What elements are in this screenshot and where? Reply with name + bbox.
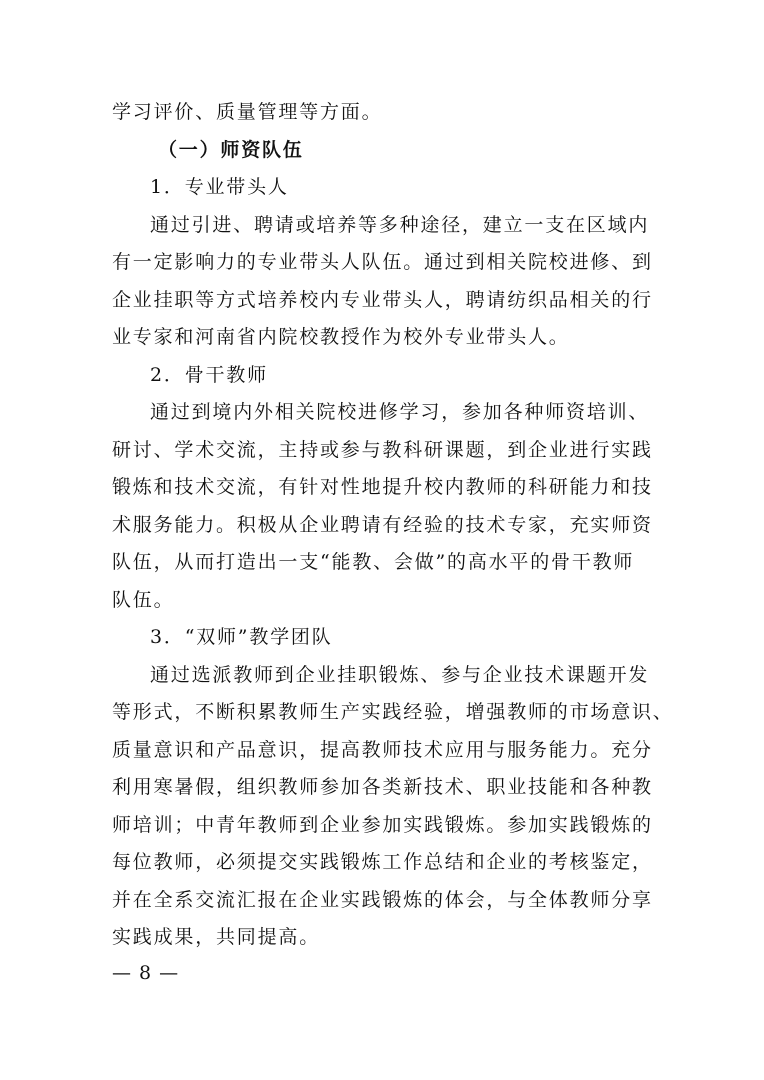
subheading-dual-teacher-team: 3．“双师”教学团队 <box>150 626 333 648</box>
paragraph-line: 每位教师，必须提交实践锻炼工作总结和企业的考核鉴定， <box>112 851 653 873</box>
paragraph-line: 企业挂职等方式培养校内专业带头人，聘请纺织品相关的行 <box>112 288 653 311</box>
paragraph-line: 研讨、学术交流，主持或参与教科研课题，到企业进行实践 <box>112 438 653 461</box>
paragraph-line: 实践成果，共同提高。 <box>112 926 321 948</box>
paragraph-line: 通过选派教师到企业挂职锻炼、参与企业技术课题开发 <box>150 663 650 686</box>
paragraph-line: 队伍，从而打造出一支“能教、会做”的高水平的骨干教师 <box>112 551 635 573</box>
paragraph-line: 锻炼和技术交流，有针对性地提升校内教师的科研能力和技 <box>112 476 653 498</box>
paragraph-line-continuation: 学习评价、质量管理等方面。 <box>112 101 383 123</box>
paragraph-line: 质量意识和产品意识，提高教师技术应用与服务能力。充分 <box>112 738 653 761</box>
paragraph-line: 等形式，不断积累教师生产实践经验，增强教师的市场意识、 <box>112 701 674 723</box>
section-heading-faculty: （一）师资队伍 <box>158 138 304 161</box>
paragraph-line: 通过到境内外相关院校进修学习，参加各种师资培训、 <box>150 401 650 423</box>
paragraph-line: 队伍。 <box>112 588 175 611</box>
body-text <box>112 94 674 957</box>
paragraph-line: 业专家和河南省内院校教授作为校外专业带头人。 <box>112 326 570 348</box>
paragraph-line: 利用寒暑假，组织教师参加各类新技术、职业技能和各种教 <box>112 776 653 798</box>
paragraph-line: 通过引进、聘请或培养等多种途径，建立一支在区域内 <box>150 213 650 236</box>
paragraph-line: 师培训；中青年教师到企业参加实践锻炼。参加实践锻炼的 <box>112 813 653 836</box>
paragraph-line: 术服务能力。积极从企业聘请有经验的技术专家，充实师资 <box>112 513 653 536</box>
paragraph-line: 并在全系交流汇报在企业实践锻炼的体会，与全体教师分享 <box>112 888 653 911</box>
subheading-professional-leader: 1．专业带头人 <box>150 176 289 198</box>
subheading-backbone-teachers: 2．骨干教师 <box>150 363 268 386</box>
paragraph-line: 有一定影响力的专业带头人队伍。通过到相关院校进修、到 <box>112 251 653 273</box>
page-number: — 8 — <box>112 962 180 984</box>
